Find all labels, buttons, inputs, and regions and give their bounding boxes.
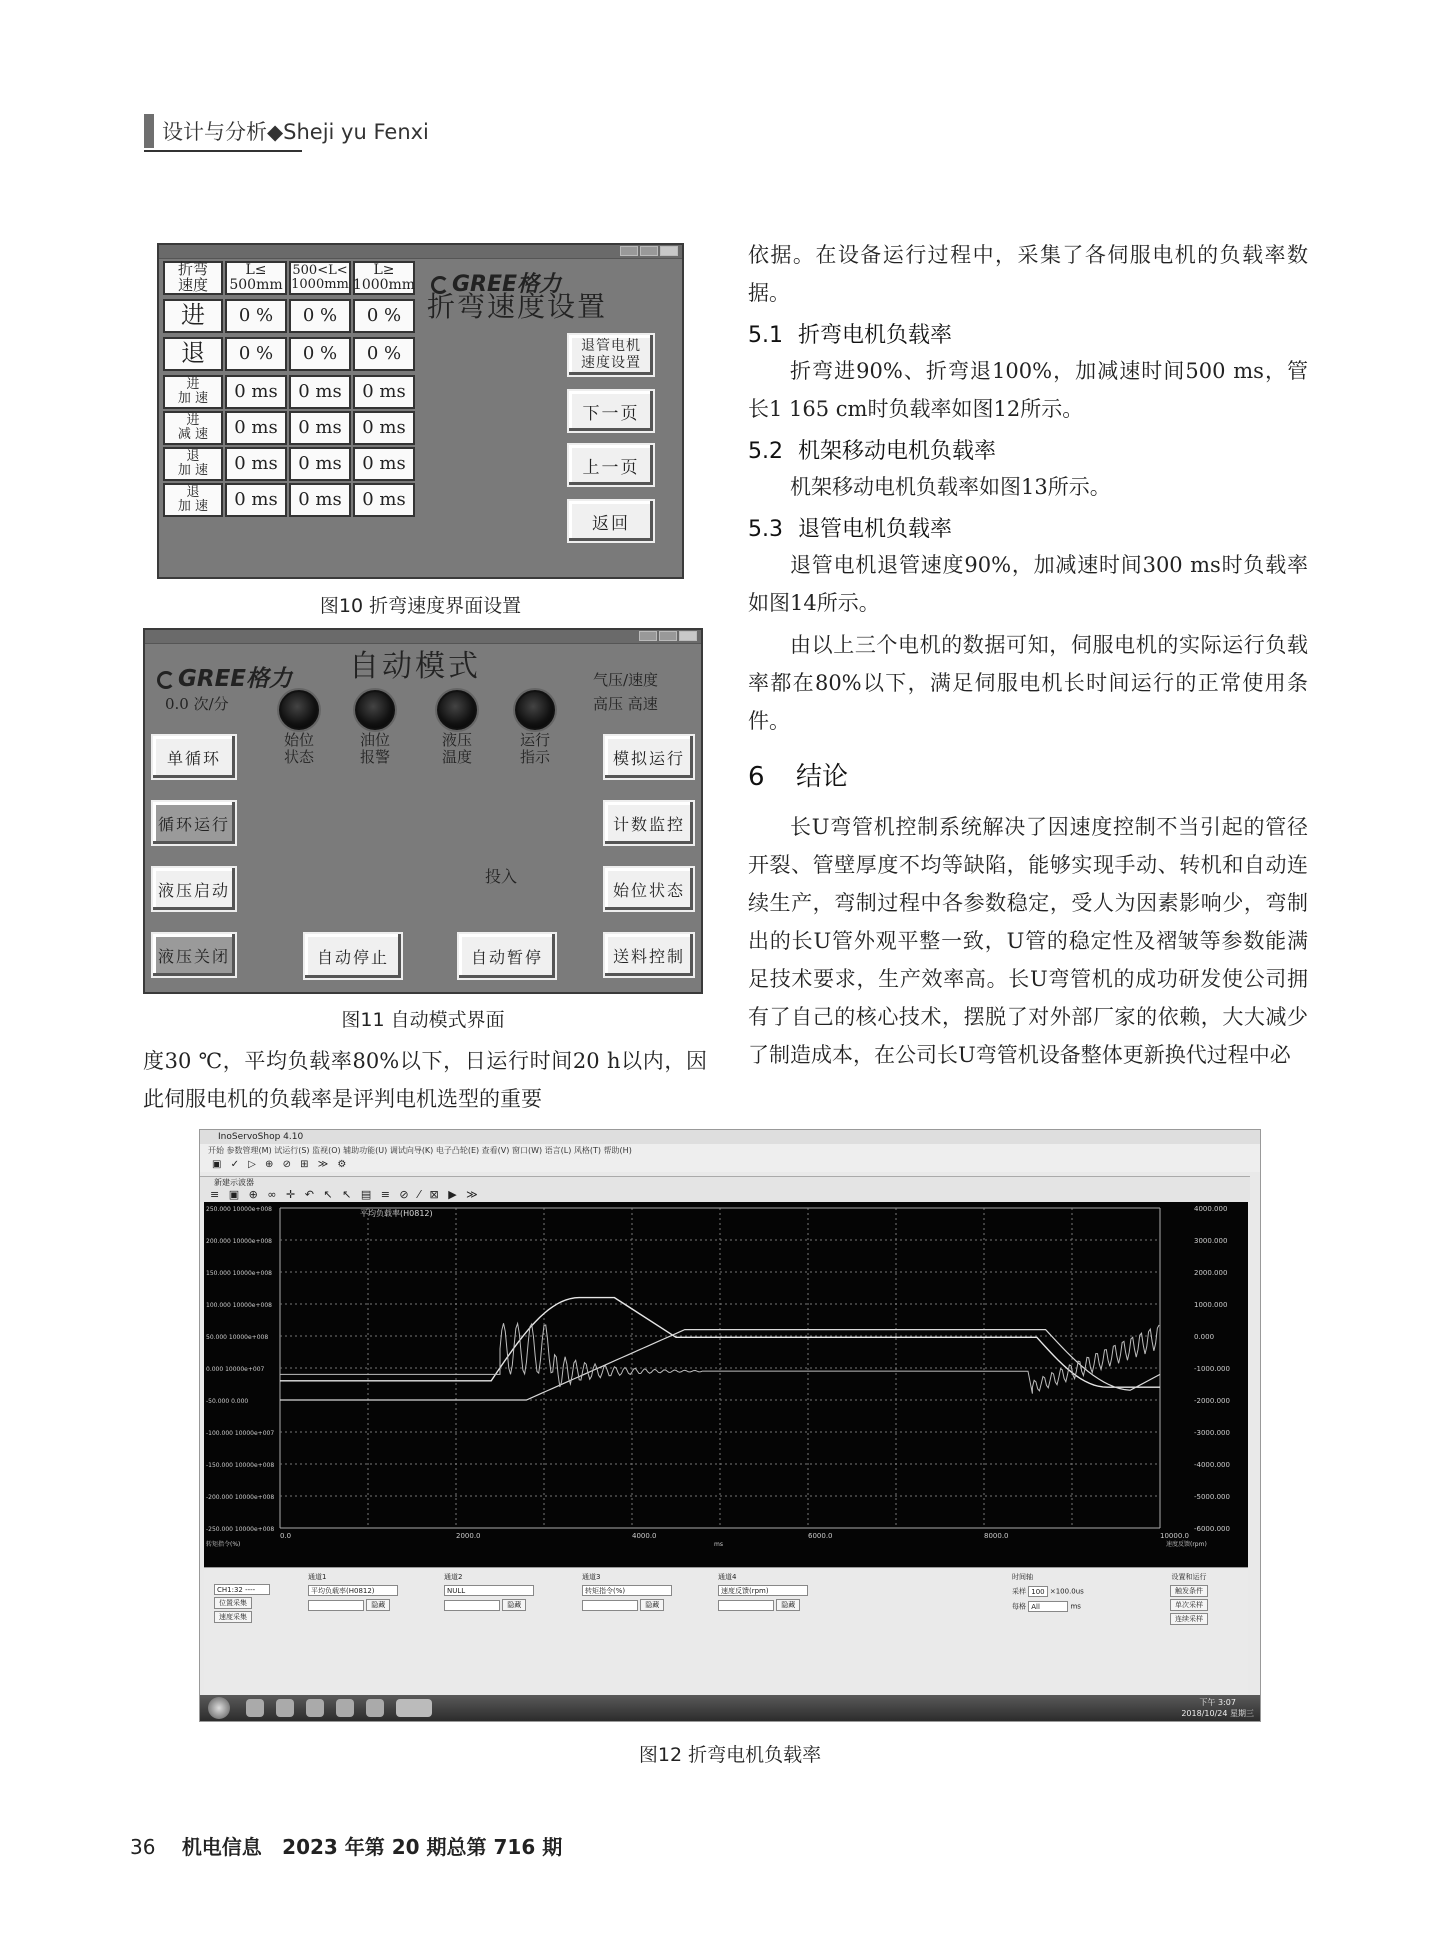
feed-control-button[interactable]: 送料控制: [603, 932, 695, 978]
taskbar-app-icon[interactable]: [336, 1699, 354, 1717]
gree-logo: GREE格力: [431, 267, 561, 298]
hide-channel-button[interactable]: 隐藏: [776, 1599, 800, 1611]
speed-value-input[interactable]: 0 %: [225, 299, 287, 333]
indicator-label: 油位 报警: [359, 731, 390, 767]
taskbar-clock: 下午 3:07 2018/10/24 星期三: [1181, 1698, 1254, 1718]
channel-title-label: 平均负载率(H0812): [360, 1209, 433, 1218]
app-menubar[interactable]: 开始 参数管理(M) 试运行(S) 监视(O) 辅助功能(U) 调试向导(K) 电子凸轮(E) 查看(V) 窗口(W) 语言(L) 风格(T) 帮助(H): [200, 1144, 1260, 1157]
table-header-cell: L≥ 1000mm: [352, 262, 416, 293]
retract-motor-speed-button[interactable]: 退管电机 速度设置: [567, 333, 655, 377]
back-button[interactable]: 返回: [567, 499, 655, 543]
speed-value-input[interactable]: 0 ms: [225, 447, 287, 481]
single-cycle-button[interactable]: 单循环: [151, 734, 237, 780]
gree-logo: GREE格力: [157, 660, 292, 693]
taskbar-app-icon[interactable]: [366, 1699, 384, 1717]
channel-title: 通道1: [308, 1573, 327, 1581]
oscilloscope-plot: [204, 1202, 1248, 1567]
table-header-cell: L≤ 500mm: [225, 261, 287, 295]
right-axis-tick-label: -2000.000: [1194, 1397, 1230, 1405]
paragraph: 退管电机退管速度90%，加减速时间300 ms时负载率如图14所示。: [748, 553, 1308, 615]
speed-value-input[interactable]: 0 %: [353, 299, 415, 333]
timebase-controls: [1012, 1572, 1084, 1612]
fig10-body: [159, 259, 682, 577]
sample-unit: ×100.0us: [1049, 1587, 1084, 1596]
channel-title: 通道2: [444, 1573, 463, 1581]
row-label: 退 加 速: [163, 483, 223, 517]
timebase-title: 时间轴: [1012, 1573, 1033, 1581]
x-axis-tick-label: 6000.0: [808, 1532, 833, 1540]
right-axis-tick-label: -4000.000: [1194, 1461, 1230, 1469]
issue-info: 2023 年第 20 期总第 716 期: [282, 1835, 563, 1859]
channel-select[interactable]: 平均负载率(H0812): [308, 1585, 398, 1596]
left-axis-tick-label: -150.000 10000e+008: [206, 1462, 275, 1469]
right-axis-tick-label: 0.000: [1194, 1333, 1215, 1341]
sample-input[interactable]: 100: [1028, 1586, 1047, 1597]
hydraulic-stop-button[interactable]: 液压关闭: [151, 932, 237, 978]
fig11-caption: 图11 自动模式界面: [341, 1009, 505, 1031]
speed-value-input[interactable]: 0 %: [353, 337, 415, 371]
close-icon: [679, 631, 697, 641]
x-axis-unit: ms: [714, 1541, 723, 1548]
channel-color-select[interactable]: [308, 1600, 364, 1611]
channel-control: [582, 1572, 672, 1611]
app-toolbar[interactable]: ▣ ✓ ▷ ⊕ ⊘ ⊞ ≫ ⚙: [200, 1157, 1260, 1172]
right-axis-tick-label: 4000.000: [1194, 1205, 1228, 1213]
paragraph: 由以上三个电机的数据可知，伺服电机的实际运行负载率都在80%以下，满足伺服电机长时间运行的正常使用条件。: [748, 633, 1308, 733]
taskbar-app-icon[interactable]: [276, 1699, 294, 1717]
table-header-cell: 500<L< 1000mm: [289, 261, 351, 295]
pressure-speed-values: 高压 高速: [593, 695, 658, 713]
channel-select[interactable]: 速度反馈(rpm): [718, 1585, 808, 1596]
table-header-cell: 折弯 速度: [163, 261, 223, 295]
left-axis-tick-label: -50.000 0.000: [206, 1398, 249, 1405]
speed-capture-button[interactable]: 速度采集: [214, 1611, 252, 1623]
speed-value-input[interactable]: 0 ms: [289, 411, 351, 445]
speed-value-input[interactable]: 0 ms: [289, 375, 351, 409]
continuous-sample-button[interactable]: 连续采样: [1170, 1613, 1208, 1625]
per-div-label: 每格: [1012, 1602, 1026, 1611]
channel-control: [444, 1572, 534, 1611]
indicator-label: 始位 状态: [283, 731, 314, 767]
row-label: 退 加 速: [163, 447, 223, 481]
page-footer: [130, 1831, 562, 1860]
simulate-run-button[interactable]: 模拟运行: [603, 734, 695, 780]
next-page-button[interactable]: 下一页: [567, 389, 655, 433]
speed-value-input[interactable]: 0 ms: [353, 375, 415, 409]
left-axis-tick-label: -200.000 10000e+008: [206, 1494, 275, 1501]
setup-title: 设置和运行: [1171, 1573, 1207, 1581]
taskbar-app-icon[interactable]: [246, 1699, 264, 1717]
bottom-right-axis-label: 速度反馈(rpm): [1166, 1541, 1207, 1548]
running-title: 设计与分析◆Sheji yu Fenxi: [162, 120, 429, 144]
section-heading-5-3: 5.3 退管电机负载率: [748, 517, 953, 542]
fig10-bend-speed-screen: [157, 243, 684, 579]
prev-page-button[interactable]: 上一页: [567, 443, 655, 487]
x-axis-tick-label: 2000.0: [456, 1532, 481, 1540]
trigger-condition-button[interactable]: 触发条件: [1170, 1585, 1208, 1597]
row-label: 进 加 速: [163, 375, 223, 409]
screen-title: 自动模式: [349, 649, 481, 684]
paragraph: 依据。在设备运行过程中，采集了各伺服电机的负载率数据。: [748, 243, 1308, 305]
bottom-left-axis-label: 转矩指令(%): [206, 1541, 241, 1548]
setup-run-controls: [1170, 1572, 1208, 1625]
minimize-icon: [639, 631, 657, 641]
cycle-rate: 0.0 次/分: [165, 695, 229, 713]
scope-window-title: 新建示波器: [214, 1178, 254, 1187]
channel-control: [308, 1572, 398, 1611]
home-status-button[interactable]: 始位状态: [603, 866, 695, 912]
x-axis-tick-label: 8000.0: [984, 1532, 1009, 1540]
left-axis-tick-label: 50.000 10000e+008: [206, 1334, 269, 1341]
per-div-select[interactable]: All: [1028, 1601, 1068, 1612]
hide-channel-button[interactable]: 隐藏: [366, 1599, 390, 1611]
maximize-icon: [640, 246, 658, 256]
fig12-servo-scope-screenshot: [199, 1129, 1261, 1722]
app-titlebar: InoServoShop 4.10: [200, 1130, 1260, 1144]
indicator-label: 运行 指示: [519, 731, 550, 767]
hide-channel-button[interactable]: 隐藏: [502, 1599, 526, 1611]
fig11-auto-mode-screen: [143, 628, 703, 994]
fig12-caption: 图12 折弯电机负载率: [638, 1744, 822, 1766]
fig10-caption: 图10 折弯速度界面设置: [319, 595, 522, 617]
section-heading-5-2: 5.2 机架移动电机负载率: [748, 439, 997, 464]
auto-pause-button[interactable]: 自动暂停: [457, 932, 557, 980]
window-titlebar: [159, 245, 682, 259]
running-head-rule: [144, 150, 302, 152]
speed-value-input[interactable]: 0 ms: [353, 411, 415, 445]
paragraph: 机架移动电机负载率如图13所示。: [790, 475, 1111, 499]
engaged-label: 投入: [485, 867, 518, 886]
windows-taskbar: [200, 1695, 1260, 1721]
right-axis-tick-label: 1000.000: [1194, 1301, 1228, 1309]
channel-combo[interactable]: CH1:32 ----: [214, 1584, 270, 1595]
scope-window-header: [200, 1176, 1250, 1202]
hide-channel-button[interactable]: 隐藏: [640, 1599, 664, 1611]
right-axis-tick-label: -6000.000: [1194, 1525, 1230, 1533]
indicator-label: 液压 温度: [441, 731, 472, 767]
row-label: 退: [163, 337, 223, 371]
left-column-paragraph: 度30 ℃，平均负载率80%以下，日运行时间20 h以内，因此伺服电机的负载率是评判电机选型的重要: [143, 1049, 707, 1111]
paragraph: 长U弯管机控制系统解决了因速度控制不当引起的管径开裂、管壁厚度不均等缺陷，能够实现手动、转机和自动连续生产，弯制过程中各参数稳定，受人为因素影响少，弯制出的长U管外观平整一致，U管的稳定性及褶皱等参数能满足技术要求，生产效率高。长U弯管机的成功研发使公司拥有了自己的核心技术，摆脱了对外部厂家的依赖，大大减少了制造成本，在公司长U弯管机设备整体更新换代过程中必: [748, 815, 1308, 1067]
speed-value-input[interactable]: 0 ms: [353, 447, 415, 481]
speed-value-input[interactable]: 0 %: [225, 337, 287, 371]
paragraph: 折弯进90%、折弯退100%，加减速时间500 ms，管长1 165 cm时负载率如图12所示。: [748, 359, 1308, 421]
single-sample-button[interactable]: 单次采样: [1170, 1599, 1208, 1611]
speed-value-input[interactable]: 0 ms: [225, 411, 287, 445]
left-controls: [214, 1584, 270, 1623]
journal-name: 机电信息: [181, 1835, 262, 1859]
oil-alarm-lamp: [355, 690, 395, 730]
window-titlebar: [145, 630, 701, 644]
speed-value-input[interactable]: 0 %: [289, 337, 351, 371]
section-heading-5-1: 5.1 折弯电机负载率: [748, 323, 953, 348]
running-head-bar: [144, 114, 154, 148]
channel-select[interactable]: NULL: [444, 1585, 534, 1596]
speed-value-input[interactable]: 0 ms: [353, 483, 415, 517]
run-indicator-lamp: [515, 690, 555, 730]
per-div-unit: ms: [1070, 1602, 1081, 1611]
taskbar-app-icon[interactable]: [306, 1699, 324, 1717]
channel-title: 通道4: [718, 1573, 737, 1581]
left-axis-tick-label: 250.000 10000e+008: [206, 1206, 272, 1213]
speed-value-input[interactable]: 0 ms: [289, 483, 351, 517]
close-icon: [660, 246, 678, 256]
x-axis-tick-label: 0.0: [280, 1532, 292, 1540]
x-axis-tick-label: 10000.0: [1160, 1532, 1189, 1540]
count-monitor-button[interactable]: 计数监控: [603, 800, 695, 846]
taskbar-app-icon[interactable]: [396, 1699, 432, 1717]
scope-svg: [204, 1202, 1248, 1567]
speed-value-input[interactable]: 0 ms: [225, 375, 287, 409]
pressure-speed-label: 气压/速度: [593, 671, 659, 689]
home-status-lamp: [279, 690, 319, 730]
hydraulic-temp-lamp: [437, 690, 477, 730]
section-heading-6: 6 结论: [748, 762, 849, 792]
sample-label: 采样: [1012, 1587, 1026, 1596]
speed-value-input[interactable]: 0 %: [289, 299, 351, 333]
left-axis-tick-label: 0.000 10000e+007: [206, 1366, 265, 1373]
channel-select[interactable]: 转矩指令(%): [582, 1585, 672, 1596]
right-axis-tick-label: -3000.000: [1194, 1429, 1230, 1437]
row-label: 进: [163, 299, 223, 333]
cycle-run-button[interactable]: 循环运行: [151, 800, 237, 846]
scope-controls-panel: [204, 1567, 1248, 1695]
channel-title: 通道3: [582, 1573, 601, 1581]
left-axis-tick-label: 200.000 10000e+008: [206, 1238, 272, 1245]
position-capture-button[interactable]: 位置采集: [214, 1597, 252, 1609]
minimize-icon: [620, 246, 638, 256]
screen-title: 折弯速度设置: [427, 290, 608, 323]
right-axis-tick-label: -5000.000: [1194, 1493, 1230, 1501]
auto-stop-button[interactable]: 自动停止: [303, 932, 403, 980]
speed-value-input[interactable]: 0 ms: [225, 483, 287, 517]
hydraulic-start-button[interactable]: 液压启动: [151, 866, 237, 912]
page-number: 36: [130, 1835, 156, 1859]
row-label: 进 减 速: [163, 411, 223, 445]
maximize-icon: [659, 631, 677, 641]
channel-color-select[interactable]: [444, 1600, 500, 1611]
right-axis-tick-label: 2000.000: [1194, 1269, 1228, 1277]
left-axis-tick-label: 100.000 10000e+008: [206, 1302, 272, 1309]
speed-value-input[interactable]: 0 ms: [289, 447, 351, 481]
left-axis-tick-label: -100.000 10000e+007: [206, 1430, 275, 1437]
right-axis-tick-label: 3000.000: [1194, 1237, 1228, 1245]
channel-color-select[interactable]: [718, 1600, 774, 1611]
left-axis-tick-label: -250.000 10000e+008: [206, 1526, 275, 1533]
x-axis-tick-label: 4000.0: [632, 1532, 657, 1540]
channel-color-select[interactable]: [582, 1600, 638, 1611]
right-axis-tick-label: -1000.000: [1194, 1365, 1230, 1373]
scope-toolbar[interactable]: ≡ ▣ ⊕ ∞ ✛ ↶ ↖ ↖ ▤ ≡ ⊘ ⁄ ⊠ ▶ ≫: [210, 1188, 481, 1201]
running-head: [144, 112, 429, 150]
channel-control: [718, 1572, 808, 1611]
start-button-icon[interactable]: [208, 1697, 230, 1719]
left-axis-tick-label: 150.000 10000e+008: [206, 1270, 272, 1277]
